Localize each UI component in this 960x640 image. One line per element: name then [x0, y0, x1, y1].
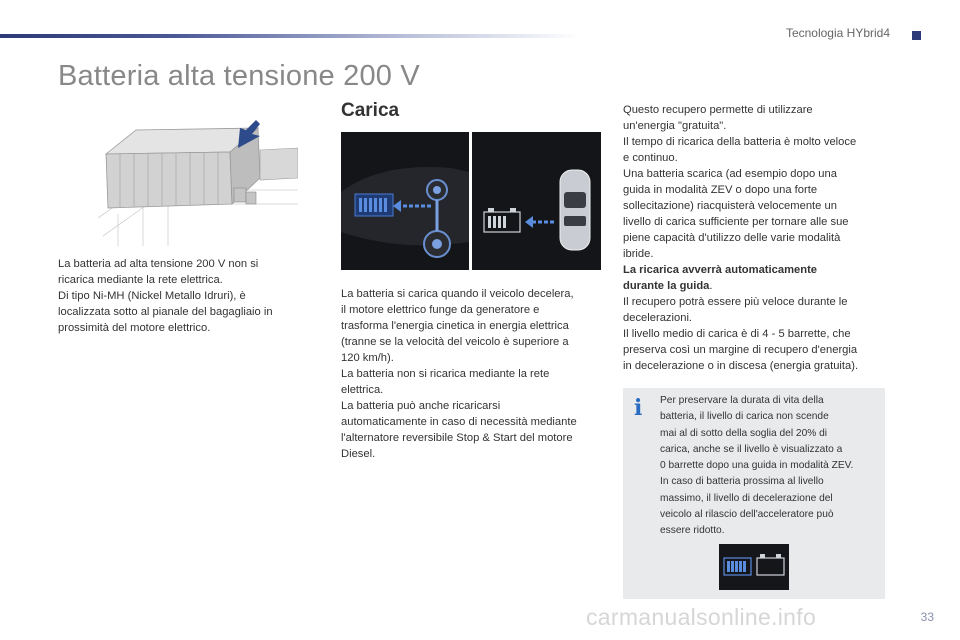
- battery-illustration: [98, 118, 298, 246]
- text-line: Questo recupero permette di utilizzare: [623, 104, 813, 116]
- section-label: Tecnologia HYbrid4: [785, 26, 890, 40]
- recovery-description: [623, 102, 888, 374]
- text-line: in decelerazione o in discesa (energia gratuita).: [623, 360, 859, 372]
- text-line: Per preservare la durata di vita della: [660, 395, 824, 406]
- page-number: 33: [920, 610, 934, 624]
- text-line: preserva così un margine di recupero d'energia: [623, 344, 858, 356]
- text-line: e continuo.: [623, 152, 678, 164]
- text-line: veicolo al rilascio dell'acceleratore può: [660, 509, 834, 521]
- text-line: 0 barrette dopo una guida in modalità ZEV.: [660, 460, 854, 472]
- text-line: sollecitazione) riacquisterà velocemente un: [623, 200, 837, 212]
- text-line: elettrica.: [341, 384, 384, 396]
- info-box: [623, 388, 885, 599]
- text-line: (tranne se la velocità del veicolo è superiore a: [341, 336, 569, 348]
- text-line: automaticamente in caso di necessità mediante: [341, 416, 577, 428]
- text-line: mai al di sotto della soglia del 20% di: [660, 427, 828, 439]
- regeneration-diagram: [341, 132, 469, 270]
- text-line: Il recupero potrà essere più veloce durante le: [623, 296, 848, 308]
- text-line: carica, anche se il livello è visualizzato a: [660, 443, 843, 455]
- battery-level-thumbnail: [719, 544, 789, 590]
- battery-pack: [106, 128, 298, 208]
- text-line: essere ridotto.: [660, 525, 725, 537]
- text-line: 120 km/h).: [341, 352, 394, 364]
- page-title: Batteria alta tensione 200 V: [58, 60, 420, 92]
- text-line: Il livello medio di carica è di 4 - 5 barrette, che: [623, 328, 851, 340]
- text-line: La batteria può anche ricaricarsi: [341, 400, 501, 412]
- text-line: batteria, il livello di carica non scende: [660, 411, 829, 423]
- text-line: livello di carica sufficiente per tornare alle sue: [623, 216, 849, 228]
- text-line: La batteria non si ricarica mediante la rete: [341, 368, 550, 380]
- emphasis-tail: .: [709, 280, 713, 292]
- text-line: La batteria si carica quando il veicolo decelera,: [341, 288, 574, 300]
- text-line: Una batteria scarica (ad esempio dopo una: [623, 168, 837, 180]
- text-line: trasforma l'energia cinetica in energia elettrica: [341, 320, 569, 332]
- text-line: massimo, il livello di decelerazione del: [660, 492, 833, 504]
- text-line: Il tempo di ricarica della batteria è molto veloce: [623, 136, 857, 148]
- emphasis-line: La ricarica avverrà automaticamente: [623, 264, 818, 276]
- text-line: ricarica mediante la rete elettrica.: [58, 274, 223, 286]
- info-text: [660, 393, 882, 540]
- battery-description: [58, 256, 308, 336]
- text-line: prossimità del motore elettrico.: [58, 322, 211, 334]
- text-line: La batteria ad alta tensione 200 V non si: [58, 258, 259, 270]
- text-line: il motore elettrico funge da generatore e: [341, 304, 540, 316]
- text-line: l'alternatore reversibile Stop & Start del motore: [341, 432, 573, 444]
- text-line: guida in modalità ZEV o dopo una forte: [623, 184, 818, 196]
- charge-indicator-diagram: [472, 132, 601, 270]
- emphasis-line-wrap: [623, 278, 888, 294]
- section-subtitle: Carica: [341, 100, 400, 121]
- charge-description: [341, 286, 603, 462]
- text-line: In caso di batteria prossima al livello: [660, 476, 824, 488]
- watermark: carmanualsonline.info: [586, 604, 817, 630]
- text-line: Di tipo Ni-MH (Nickel Metallo Idruri), è: [58, 290, 246, 302]
- text-line: ibride.: [623, 248, 654, 260]
- emphasis-line: durante la guida: [623, 280, 710, 292]
- text-line: decelerazioni.: [623, 312, 693, 324]
- battery-icon: [355, 194, 393, 216]
- header-gradient-bar: [0, 34, 580, 38]
- text-line: piene capacità d'utilizzo delle varie modalità: [623, 232, 841, 244]
- text-line: un'energia "gratuita".: [623, 120, 727, 132]
- text-line: localizzata sotto al pianale del bagagliaio in: [58, 306, 273, 318]
- section-marker: [912, 31, 921, 40]
- info-icon: i: [634, 395, 643, 421]
- car-top-view-icon: [560, 170, 590, 250]
- text-line: Diesel.: [341, 448, 376, 460]
